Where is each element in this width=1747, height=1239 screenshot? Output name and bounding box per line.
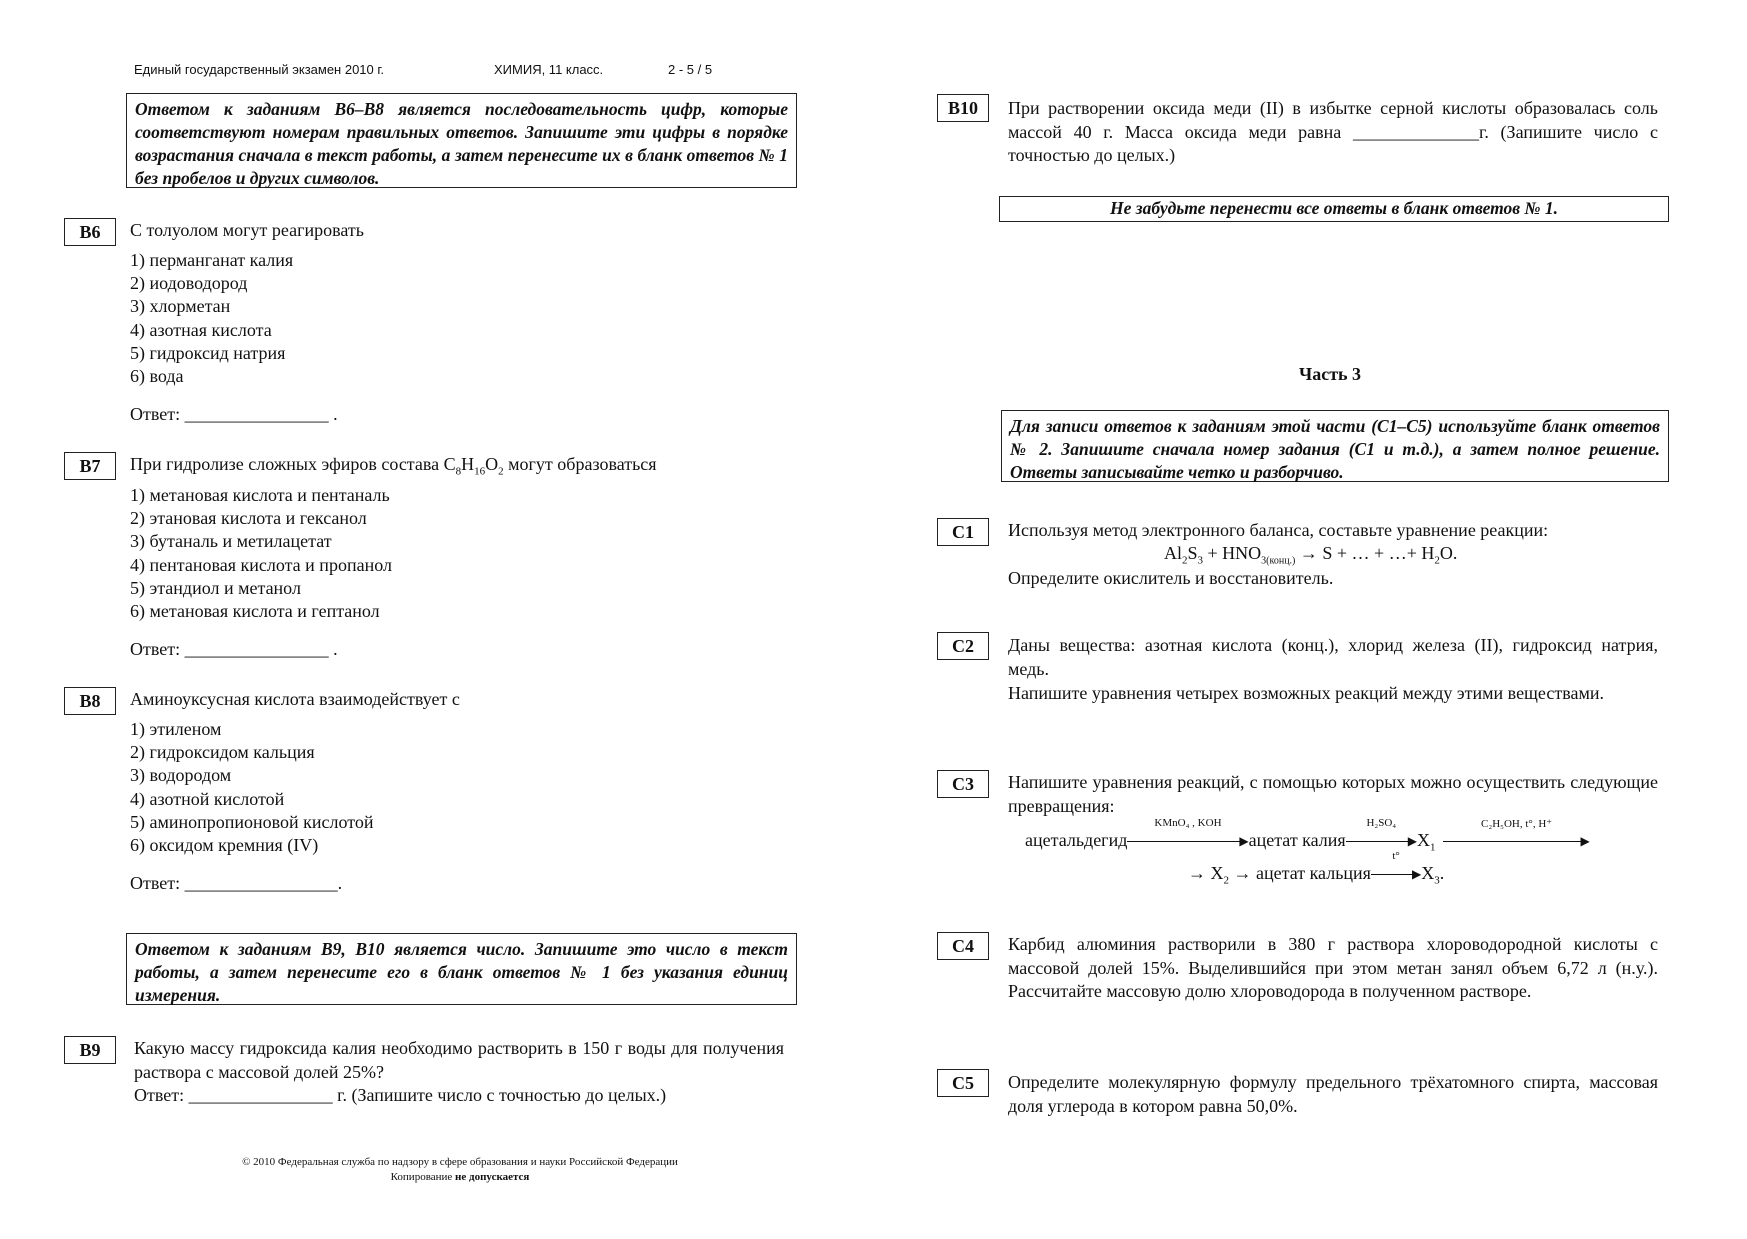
question-b8: Аминоуксусная кислота взаимодействует с bbox=[130, 689, 460, 709]
question-b9: Какую массу гидроксида калия необходимо растворить в 150 г воды для получения раствора с массовой долей 25%? bbox=[134, 1038, 784, 1082]
option-b6-3: 3) хлорметан bbox=[130, 296, 231, 317]
arrow-icon: H₂SO₄ ▶ bbox=[1346, 830, 1417, 851]
option-b6-6: 6) вода bbox=[130, 365, 184, 386]
arrow-icon: KMnO₄ , KOH ▶ bbox=[1127, 830, 1248, 851]
option-b7-4: 4) пентановая кислота и пропанол bbox=[130, 554, 392, 575]
question-c3: Напишите уравнения реакций, с помощью которых можно осуществить следующие превращения: bbox=[1008, 772, 1658, 816]
options-b7 bbox=[130, 484, 392, 623]
option-b6-2: 2) иодоводород bbox=[130, 273, 248, 294]
answer-b6: Ответ: ________________ . bbox=[130, 404, 338, 424]
label-b9: В9 bbox=[64, 1036, 116, 1064]
question-c1: Используя метод электронного баланса, составьте уравнение реакции: bbox=[1008, 520, 1549, 540]
question-c1-part2: Определите окислитель и восстановитель. bbox=[1008, 568, 1334, 588]
option-b7-5: 5) этандиол и метанол bbox=[130, 577, 301, 598]
question-c4: Карбид алюминия растворили в 380 г раствора хлороводородной кислоты с массовой долей 15%. Выделившийся при этом метан занял объем 6,72 л (н.у.). Рассчитайте массовую долю хлороводорода в полученном растворе. bbox=[1008, 934, 1658, 1001]
part3-title: Часть 3 bbox=[1299, 364, 1362, 384]
option-b6-4: 4) азотная кислота bbox=[130, 319, 272, 340]
footer-copy-notice: Копирование не допускается bbox=[390, 1171, 530, 1183]
question-c2-part2: Напишите уравнения четырех возможных реакций между этими веществами. bbox=[1008, 683, 1604, 703]
answer-b8: Ответ: _________________. bbox=[130, 873, 343, 893]
scheme-c3-line2: → $X_2$ → ацетат кальция t° $▶X_3$. bbox=[1188, 850, 1445, 887]
note-reminder: Не забудьте перенести все ответы в бланк ответов № 1. bbox=[999, 196, 1669, 222]
label-b8: В8 bbox=[64, 687, 116, 715]
option-b8-2: 2) гидроксидом кальция bbox=[130, 742, 315, 763]
note-b9-b10: Ответом к заданиям В9, В10 является число. Запишите это число в текст работы, а затем перенесите его в бланк ответов № 1 без указания единиц измерения. bbox=[126, 933, 797, 1005]
option-b7-3: 3) бутаналь и метилацетат bbox=[130, 531, 332, 552]
label-c1: С1 bbox=[937, 518, 989, 546]
arrow-icon: C₂H₅OH, t°, H⁺ ▶ bbox=[1443, 830, 1589, 851]
footer bbox=[160, 1155, 760, 1185]
note-part3: Для записи ответов к заданиям этой части (С1–С5) используйте бланк ответов № 2. Запишите сначала номер задания (С1 и т.д.), а затем полное решение. Ответы записывайте четко и разборчиво. bbox=[1001, 410, 1669, 482]
page-number: 2 - 5 / 5 bbox=[668, 62, 713, 77]
option-b7-2: 2) этановая кислота и гексанол bbox=[130, 508, 367, 529]
option-b7-6: 6) метановая кислота и гептанол bbox=[130, 600, 380, 621]
question-c2: Даны вещества: азотная кислота (конц.), хлорид железа (II), гидроксид натрия, медь. bbox=[1008, 635, 1658, 679]
question-b6: С толуолом могут реагировать bbox=[130, 220, 364, 240]
arrow-icon: t° ▶ bbox=[1371, 863, 1421, 884]
equation-c1: $Al_2S_3 + HNO_{3(конц.)} \to S$ + … + …+ $H_2O$. bbox=[1164, 543, 1458, 567]
question-c5: Определите молекулярную формулу предельного трёхатомного спирта, массовая доля углерода в котором равна 50,0%. bbox=[1008, 1072, 1658, 1116]
option-b8-1: 1) этиленом bbox=[130, 719, 222, 739]
scheme-c3-line1: ацетальдегид KMnO₄ , KOH ▶ацетат калия H₂SO₄ $▶X_1$ C₂H₅OH, t°, H⁺ ▶ bbox=[1025, 817, 1590, 854]
label-c3: С3 bbox=[937, 770, 989, 798]
option-b8-3: 3) водородом bbox=[130, 765, 232, 786]
label-b7: В7 bbox=[64, 452, 116, 480]
answer-b9: Ответ: ________________ г. (Запишите число с точностью до целых.) bbox=[134, 1085, 667, 1105]
label-c5: С5 bbox=[937, 1069, 989, 1097]
option-b7-1: 1) метановая кислота и пентаналь bbox=[130, 485, 390, 505]
options-b8 bbox=[130, 718, 374, 857]
question-b10: При растворении оксида меди (II) в избытке серной кислоты образовалась соль массой 40 г. Масса оксида меди равна ______________г. (Запишите число с точностью до целых.) bbox=[1008, 98, 1658, 165]
label-c2: С2 bbox=[937, 632, 989, 660]
answer-b7: Ответ: ________________ . bbox=[130, 639, 338, 659]
label-b6: В6 bbox=[64, 218, 116, 246]
option-b6-1: 1) перманганат калия bbox=[130, 250, 294, 270]
option-b8-4: 4) азотной кислотой bbox=[130, 788, 285, 809]
option-b8-6: 6) оксидом кремния (IV) bbox=[130, 834, 319, 855]
note-b6-b8: Ответом к заданиям В6–В8 является последовательность цифр, которые соответствуют номерам правильных ответов. Запишите эти цифры в порядке возрастания сначала в текст работы, а затем перенесите их в бланк ответов № 1 без пробелов и других символов. bbox=[126, 93, 797, 188]
option-b6-5: 5) гидроксид натрия bbox=[130, 342, 286, 363]
exam-title: Единый государственный экзамен 2010 г. bbox=[134, 62, 385, 77]
label-b10: В10 bbox=[937, 94, 989, 122]
footer-copyright: © 2010 Федеральная служба по надзору в сфере образования и науки Российской Федерации bbox=[242, 1156, 678, 1168]
subject-title: ХИМИЯ, 11 класс. bbox=[494, 62, 604, 77]
label-c4: С4 bbox=[937, 932, 989, 960]
option-b8-5: 5) аминопропионовой кислотой bbox=[130, 811, 374, 832]
question-b7: При гидролизе сложных эфиров состава $C_8H_{16}O_2$ могут образоваться bbox=[130, 454, 657, 478]
options-b6 bbox=[130, 249, 293, 388]
